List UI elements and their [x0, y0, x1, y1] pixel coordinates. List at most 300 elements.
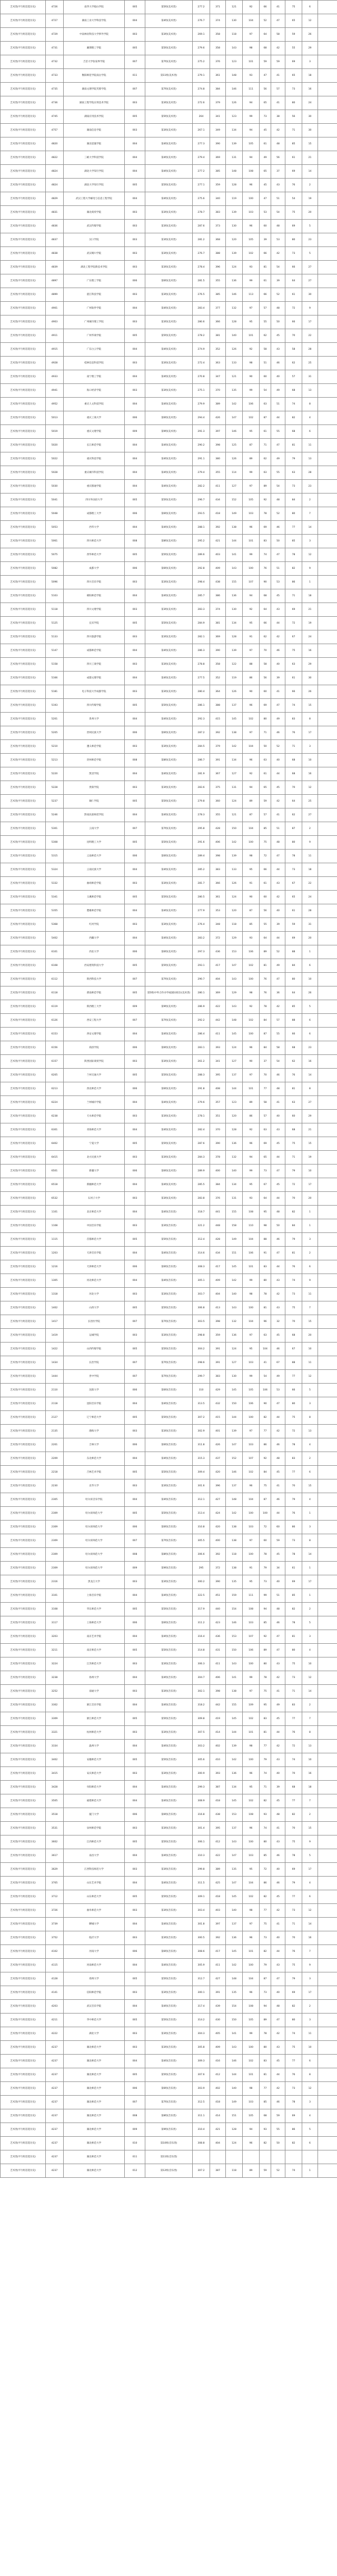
cell-foreign[interactable]: 64 [260, 932, 271, 945]
cell-min-score[interactable]: 283.3 [193, 603, 210, 617]
cell-foreign[interactable]: 89 [260, 945, 271, 959]
cell-blank[interactable] [318, 836, 337, 850]
cell-elective2[interactable]: 63 [285, 466, 302, 480]
cell-foreign[interactable]: 69 [260, 521, 271, 535]
cell-school-code[interactable]: 1434 [46, 1356, 64, 1370]
cell-chinese[interactable]: 152 [226, 494, 243, 507]
cell-group-name[interactable]: 第12组(音乐类) [145, 2164, 193, 2178]
cell-min-score[interactable]: 279.4 [193, 466, 210, 480]
cell-total[interactable]: 378 [210, 1151, 226, 1164]
cell-math[interactable]: 101 [243, 1945, 260, 1959]
cell-foreign[interactable]: 85 [260, 822, 271, 836]
cell-math[interactable]: 99 [243, 548, 260, 562]
cell-rank[interactable]: 3 [302, 55, 318, 69]
cell-rank[interactable]: 6 [302, 2055, 318, 2068]
cell-math[interactable]: 107 [243, 1452, 260, 1466]
cell-category[interactable]: 艺术类(平行组首选历史) [1, 1534, 46, 1548]
cell-elective1[interactable]: 48 [271, 2000, 285, 2014]
cell-elective2[interactable]: 82 [285, 2000, 302, 2014]
cell-elective1[interactable]: 45 [271, 1548, 285, 1562]
cell-group-name[interactable]: 第6组(音乐类) [145, 1521, 193, 1534]
cell-category[interactable]: 艺术类(平行组首选历史) [1, 1753, 46, 1767]
table-row[interactable] [1, 1164, 337, 1178]
cell-chinese[interactable]: 138 [226, 726, 243, 740]
cell-min-score[interactable]: 284.5 [193, 740, 210, 754]
cell-elective1[interactable]: 48 [271, 1206, 285, 1219]
cell-foreign[interactable]: 64 [260, 28, 271, 42]
cell-elective1[interactable]: 46 [271, 1849, 285, 1863]
cell-math[interactable]: 108 [243, 1603, 260, 1616]
cell-elective1[interactable]: 51 [271, 1589, 285, 1603]
cell-blank[interactable] [318, 2068, 337, 2082]
cell-category[interactable]: 艺术类(平行组首选历史) [1, 1507, 46, 1521]
cell-group-name[interactable]: 第3组(音乐类) [145, 2041, 193, 2055]
cell-total[interactable]: 385 [210, 288, 226, 302]
cell-school-name[interactable]: 云南大学 [64, 822, 125, 836]
table-row[interactable] [1, 1041, 337, 1055]
cell-group-code[interactable]: 004 [125, 904, 145, 918]
cell-rank[interactable]: 1 [302, 1562, 318, 1575]
cell-foreign[interactable]: 78 [260, 507, 271, 521]
cell-total[interactable]: 403 [210, 1904, 226, 1918]
cell-group-name[interactable]: 第3组(美术类) [145, 315, 193, 329]
cell-total[interactable]: 361 [210, 69, 226, 83]
cell-foreign[interactable]: 93 [260, 2123, 271, 2137]
cell-math[interactable]: 103 [243, 1616, 260, 1630]
cell-chinese[interactable]: 118 [226, 2164, 243, 2178]
cell-math[interactable]: 108 [243, 1206, 260, 1219]
cell-category[interactable]: 艺术类(平行组首选历史) [1, 685, 46, 699]
cell-elective2[interactable]: 69 [285, 1863, 302, 1877]
cell-school-name[interactable]: 山东艺术学院 [64, 1877, 125, 1890]
cell-min-score[interactable]: 292.2 [193, 1014, 210, 1028]
cell-school-name[interactable]: 厦门大学 [64, 1808, 125, 1822]
cell-group-code[interactable]: 005 [125, 836, 145, 850]
cell-school-name[interactable]: 西藏大学 [64, 932, 125, 945]
table-row[interactable] [1, 535, 337, 548]
cell-category[interactable]: 艺术类(平行组首选历史) [1, 973, 46, 986]
cell-min-score[interactable]: 298.8 [193, 1329, 210, 1343]
cell-elective1[interactable]: 48 [271, 1603, 285, 1616]
cell-foreign[interactable]: 61 [260, 425, 271, 439]
cell-rank[interactable]: 12 [302, 1904, 318, 1918]
cell-group-name[interactable]: 第5组(音乐类) [145, 1890, 193, 1904]
cell-group-code[interactable]: 003 [125, 220, 145, 233]
cell-elective2[interactable]: 85 [285, 137, 302, 151]
cell-math[interactable]: 106 [243, 398, 260, 411]
cell-group-name[interactable]: 第5组(美术类) [145, 959, 193, 973]
cell-total[interactable]: 436 [210, 945, 226, 959]
cell-total[interactable]: 409 [210, 1274, 226, 1288]
cell-group-code[interactable]: 004 [125, 1849, 145, 1863]
cell-elective1[interactable]: 43 [271, 1123, 285, 1137]
cell-foreign[interactable]: 85 [260, 1616, 271, 1630]
cell-elective1[interactable]: 45 [271, 1466, 285, 1479]
cell-rank[interactable]: 15 [302, 137, 318, 151]
cell-group-name[interactable]: 第5组(美术类) [145, 617, 193, 630]
cell-school-code[interactable]: 3726 [46, 1904, 64, 1918]
cell-school-code[interactable]: 3402 [46, 1753, 64, 1767]
cell-elective1[interactable]: 45 [271, 1137, 285, 1151]
cell-group-name[interactable]: 第3组(音乐类) [145, 2027, 193, 2041]
cell-elective1[interactable]: 41 [271, 808, 285, 822]
table-row[interactable] [1, 1849, 337, 1863]
cell-school-code[interactable]: 5013 [46, 411, 64, 425]
table-row[interactable] [1, 69, 337, 83]
cell-school-code[interactable]: 6415 [46, 1151, 64, 1164]
cell-elective2[interactable]: 78 [285, 548, 302, 562]
cell-school-name[interactable]: 四川师范大学 [64, 535, 125, 548]
cell-min-score[interactable]: 306.6 [193, 1548, 210, 1562]
cell-rank[interactable]: 1 [302, 1219, 318, 1233]
cell-group-name[interactable]: 第7组(美术类) [145, 973, 193, 986]
cell-min-score[interactable]: 279.8 [193, 795, 210, 808]
cell-elective1[interactable]: 42 [271, 1425, 285, 1438]
cell-elective1[interactable]: 45 [271, 329, 285, 343]
cell-rank[interactable]: 14 [302, 1548, 318, 1562]
cell-math[interactable]: 101 [243, 535, 260, 548]
cell-total[interactable]: 348 [210, 918, 226, 932]
cell-category[interactable]: 艺术类(平行组首选历史) [1, 1260, 46, 1274]
cell-school-code[interactable]: 2309 [46, 1562, 64, 1575]
table-row[interactable] [1, 973, 337, 986]
cell-school-name[interactable]: 西北师范大学 [64, 1082, 125, 1096]
cell-total[interactable] [210, 2150, 226, 2164]
cell-total[interactable]: 413 [210, 1301, 226, 1315]
cell-min-score[interactable]: 290.7 [193, 973, 210, 986]
cell-min-score[interactable]: 294.4 [193, 411, 210, 425]
cell-elective1[interactable]: 42 [271, 1671, 285, 1685]
cell-total[interactable]: 400 [210, 1534, 226, 1548]
cell-category[interactable]: 艺术类(平行组首选历史) [1, 1206, 46, 1219]
cell-school-code[interactable]: 6101 [46, 945, 64, 959]
cell-group-code[interactable]: 003 [125, 96, 145, 110]
cell-school-code[interactable]: 4222 [46, 2027, 64, 2041]
cell-min-score[interactable]: 283.8 [193, 1192, 210, 1206]
cell-elective2[interactable]: 70 [285, 1767, 302, 1781]
cell-foreign[interactable]: 58 [260, 658, 271, 672]
cell-category[interactable]: 艺术类(平行组首选历史) [1, 329, 46, 343]
cell-elective2[interactable]: 76 [285, 179, 302, 192]
cell-math[interactable]: 101 [243, 1260, 260, 1274]
cell-group-code[interactable]: 003 [125, 233, 145, 247]
cell-rank[interactable]: 6 [302, 425, 318, 439]
cell-foreign[interactable]: 79 [260, 1753, 271, 1767]
cell-school-code[interactable]: 5210 [46, 740, 64, 754]
cell-blank[interactable] [318, 535, 337, 548]
cell-chinese[interactable]: 142 [226, 1274, 243, 1288]
cell-chinese[interactable]: 143 [226, 1835, 243, 1849]
cell-elective1[interactable]: 42 [271, 42, 285, 55]
cell-total[interactable]: 387 [210, 1781, 226, 1794]
cell-min-score[interactable]: 283.1 [193, 1041, 210, 1055]
cell-group-name[interactable]: 第5组(美术类) [145, 1069, 193, 1082]
cell-group-code[interactable]: 003 [125, 658, 145, 672]
cell-elective2[interactable]: 79 [285, 452, 302, 466]
cell-category[interactable]: 艺术类(平行组首选历史) [1, 1808, 46, 1822]
cell-blank[interactable] [318, 357, 337, 370]
cell-group-code[interactable]: 004 [125, 439, 145, 452]
cell-math[interactable]: 100 [243, 973, 260, 986]
cell-rank[interactable]: 2 [302, 494, 318, 507]
cell-school-name[interactable]: 贵阳学院 [64, 781, 125, 795]
cell-elective2[interactable]: 68 [285, 384, 302, 398]
cell-category[interactable]: 艺术类(平行组首选历史) [1, 14, 46, 28]
cell-category[interactable]: 艺术类(平行组首选历史) [1, 1247, 46, 1260]
cell-group-code[interactable]: 003 [125, 247, 145, 261]
cell-foreign[interactable]: 56 [260, 904, 271, 918]
cell-math[interactable]: 111 [243, 1589, 260, 1603]
cell-school-name[interactable]: 海口经济学院 [64, 384, 125, 398]
cell-foreign[interactable]: 65 [260, 165, 271, 179]
cell-foreign[interactable]: 80 [260, 2041, 271, 2055]
cell-school-name[interactable]: 广州城市理工学院 [64, 315, 125, 329]
cell-category[interactable]: 艺术类(平行组首选历史) [1, 2109, 46, 2123]
cell-group-code[interactable]: 007 [125, 1534, 145, 1548]
cell-min-score[interactable]: 283.6 [193, 781, 210, 795]
table-row[interactable] [1, 740, 337, 754]
cell-group-name[interactable]: 第3组(美术类) [145, 288, 193, 302]
cell-elective1[interactable]: 46 [271, 1877, 285, 1890]
cell-total[interactable]: 349 [210, 124, 226, 137]
cell-category[interactable]: 艺术类(平行组首选历史) [1, 1712, 46, 1726]
cell-math[interactable]: 103 [243, 1849, 260, 1863]
cell-chinese[interactable]: 137 [226, 1918, 243, 1931]
cell-school-code[interactable]: 5133 [46, 630, 64, 644]
cell-total[interactable]: 383 [210, 1370, 226, 1384]
cell-group-name[interactable]: 第3组(美术类) [145, 630, 193, 644]
table-row[interactable] [1, 1055, 337, 1069]
cell-min-score[interactable]: 277.9 [193, 904, 210, 918]
cell-school-name[interactable]: 青海师范大学 [64, 1123, 125, 1137]
cell-rank[interactable]: 5 [302, 1384, 318, 1397]
cell-elective2[interactable]: 78 [285, 1548, 302, 1562]
table-row[interactable] [1, 795, 337, 808]
cell-school-code[interactable]: 4237 [46, 2137, 64, 2150]
cell-group-code[interactable]: 003 [125, 918, 145, 932]
cell-elective2[interactable]: 70 [285, 329, 302, 343]
cell-elective1[interactable]: 32 [271, 1315, 285, 1329]
cell-foreign[interactable]: 55 [260, 918, 271, 932]
cell-chinese[interactable]: 147 [226, 1438, 243, 1452]
cell-group-code[interactable]: 005 [125, 891, 145, 904]
cell-total[interactable]: 408 [210, 1082, 226, 1096]
cell-foreign[interactable]: 79 [260, 1959, 271, 1972]
cell-school-code[interactable]: 3101 [46, 1589, 64, 1603]
cell-group-code[interactable]: 004 [125, 1206, 145, 1219]
cell-blank[interactable] [318, 1699, 337, 1712]
cell-category[interactable]: 艺术类(平行组首选历史) [1, 2164, 46, 2178]
cell-school-code[interactable]: 2309 [46, 1548, 64, 1562]
cell-rank[interactable]: 10 [302, 2041, 318, 2055]
cell-category[interactable]: 艺术类(平行组首选历史) [1, 220, 46, 233]
cell-group-name[interactable]: 第4组(美术类) [145, 644, 193, 658]
cell-total[interactable]: 390 [210, 1137, 226, 1151]
cell-total[interactable]: 417 [210, 1260, 226, 1274]
cell-category[interactable]: 艺术类(平行组首选历史) [1, 1164, 46, 1178]
cell-math[interactable]: 100 [243, 836, 260, 850]
cell-group-name[interactable]: 第11组(音乐类) [145, 2150, 193, 2164]
table-row[interactable] [1, 1671, 337, 1685]
cell-foreign[interactable]: 93 [260, 1808, 271, 1822]
cell-school-name[interactable]: 哈尔滨师范大学 [64, 1521, 125, 1534]
cell-total[interactable]: 355 [210, 466, 226, 480]
cell-elective2[interactable]: 73 [285, 83, 302, 96]
cell-total[interactable]: 398 [210, 1315, 226, 1329]
cell-group-name[interactable]: 第6组(音乐类) [145, 1808, 193, 1822]
cell-group-name[interactable]: 第3组(美术类) [145, 603, 193, 617]
cell-school-code[interactable]: 5201 [46, 713, 64, 726]
cell-school-code[interactable]: 4211 [46, 2014, 64, 2027]
cell-min-score[interactable]: 295 [193, 1562, 210, 1575]
cell-total[interactable]: 411 [210, 1657, 226, 1671]
cell-math[interactable]: 103 [243, 507, 260, 521]
cell-group-name[interactable]: 第4组(美术类) [145, 521, 193, 535]
cell-group-name[interactable]: 第4组(音乐类) [145, 1781, 193, 1794]
cell-school-code[interactable]: 4203 [46, 2000, 64, 2014]
cell-chinese[interactable]: 146 [226, 425, 243, 439]
cell-foreign[interactable]: 53 [260, 206, 271, 220]
cell-blank[interactable] [318, 1712, 337, 1726]
cell-elective2[interactable]: 80 [285, 836, 302, 850]
cell-min-score[interactable]: 305.8 [193, 2041, 210, 2055]
cell-school-code[interactable]: 5332 [46, 877, 64, 891]
table-row[interactable] [1, 1288, 337, 1301]
cell-foreign[interactable]: 61 [260, 767, 271, 781]
cell-group-name[interactable]: 第5组(音乐类) [145, 1301, 193, 1315]
cell-rank[interactable]: 16 [302, 1767, 318, 1781]
cell-chinese[interactable]: 120 [226, 1110, 243, 1123]
cell-group-code[interactable]: 004 [125, 1178, 145, 1192]
cell-total[interactable]: 426 [210, 411, 226, 425]
cell-school-code[interactable]: 4732 [46, 55, 64, 69]
cell-total[interactable]: 351 [210, 1110, 226, 1123]
cell-blank[interactable] [318, 945, 337, 959]
cell-blank[interactable] [318, 1123, 337, 1137]
cell-blank[interactable] [318, 1794, 337, 1808]
cell-category[interactable]: 艺术类(平行组首选历史) [1, 2014, 46, 2027]
table-row[interactable] [1, 1972, 337, 1986]
cell-chinese[interactable]: 133 [226, 357, 243, 370]
cell-group-code[interactable]: 007 [125, 83, 145, 96]
cell-math[interactable]: 89 [243, 795, 260, 808]
cell-foreign[interactable]: 70 [260, 1069, 271, 1082]
cell-rank[interactable]: 7 [302, 507, 318, 521]
cell-category[interactable]: 艺术类(平行组首选历史) [1, 1096, 46, 1110]
cell-elective1[interactable]: 46 [271, 1343, 285, 1356]
cell-elective2[interactable]: 64 [285, 986, 302, 1000]
cell-min-score[interactable]: 316.4 [193, 1630, 210, 1644]
cell-elective2[interactable]: 73 [285, 1534, 302, 1548]
cell-foreign[interactable]: 60 [260, 1534, 271, 1548]
cell-elective1[interactable]: 56 [271, 151, 285, 165]
cell-school-name[interactable]: 哈尔滨音乐学院 [64, 1493, 125, 1507]
cell-group-name[interactable]: 第4组(美术类) [145, 1096, 193, 1110]
table-row[interactable] [1, 179, 337, 192]
cell-school-code[interactable]: 4831 [46, 206, 64, 220]
cell-blank[interactable] [318, 1110, 337, 1123]
cell-category[interactable]: 艺术类(平行组首选历史) [1, 96, 46, 110]
cell-school-name[interactable]: 湖北师范大学 [64, 2109, 125, 2123]
cell-school-code[interactable]: 3309 [46, 1712, 64, 1726]
cell-elective2[interactable]: 70 [285, 1931, 302, 1945]
cell-math[interactable]: 96 [243, 220, 260, 233]
cell-rank[interactable]: 31 [302, 370, 318, 384]
cell-school-name[interactable]: 福建师范大学 [64, 1794, 125, 1808]
cell-rank[interactable]: 27 [302, 274, 318, 288]
cell-foreign[interactable]: 78 [260, 1000, 271, 1014]
cell-rank[interactable]: 29 [302, 1110, 318, 1123]
cell-rank[interactable]: 18 [302, 69, 318, 83]
cell-elective1[interactable]: 46 [271, 2096, 285, 2109]
cell-group-code[interactable]: 006 [125, 1521, 145, 1534]
cell-school-name[interactable]: 西华大学 [64, 521, 125, 535]
cell-total[interactable]: 442 [210, 1699, 226, 1712]
cell-group-name[interactable]: 第3组(美术类) [145, 384, 193, 398]
cell-chinese[interactable]: 124 [226, 261, 243, 274]
cell-category[interactable]: 艺术类(平行组首选历史) [1, 1644, 46, 1657]
cell-min-score[interactable] [193, 2150, 210, 2164]
table-row[interactable] [1, 1904, 337, 1918]
cell-school-code[interactable]: 6301 [46, 1123, 64, 1137]
cell-foreign[interactable]: 39 [260, 233, 271, 247]
cell-math[interactable]: 104 [243, 822, 260, 836]
cell-school-name[interactable]: 湖北大学知行学院 [64, 179, 125, 192]
cell-school-code[interactable]: 4237 [46, 2082, 64, 2096]
cell-total[interactable]: 359 [210, 179, 226, 192]
cell-foreign[interactable]: 81 [260, 959, 271, 973]
cell-min-score[interactable]: 276.7 [193, 14, 210, 28]
table-row[interactable] [1, 1589, 337, 1603]
cell-total[interactable]: 397 [210, 425, 226, 439]
cell-chinese[interactable]: 134 [226, 617, 243, 630]
cell-group-code[interactable]: 004 [125, 808, 145, 822]
cell-elective2[interactable]: 77 [285, 1794, 302, 1808]
cell-group-code[interactable]: 004 [125, 672, 145, 685]
cell-elective1[interactable]: 47 [271, 2014, 285, 2027]
cell-min-score[interactable]: 278.1 [193, 1110, 210, 1123]
cell-math[interactable]: 96 [243, 1137, 260, 1151]
cell-foreign[interactable]: 68 [260, 2109, 271, 2123]
cell-math[interactable]: 96 [243, 1479, 260, 1493]
cell-group-name[interactable]: 第4组(音乐类) [145, 1918, 193, 1931]
cell-elective1[interactable]: 48 [271, 494, 285, 507]
cell-school-name[interactable]: 北京师范大学 [64, 1206, 125, 1219]
cell-group-code[interactable]: 007 [125, 1356, 145, 1370]
table-row[interactable] [1, 1, 337, 14]
cell-total[interactable]: 412 [210, 2068, 226, 2082]
cell-school-name[interactable]: 湖南文理学院芙蓉学院 [64, 83, 125, 96]
cell-total[interactable]: 359 [210, 1329, 226, 1343]
cell-math[interactable]: 102 [243, 1466, 260, 1479]
cell-foreign[interactable]: 70 [260, 644, 271, 658]
cell-category[interactable]: 艺术类(平行组首选历史) [1, 1603, 46, 1616]
cell-math[interactable]: 90 [243, 891, 260, 904]
cell-school-name[interactable]: 河北师范大学 [64, 1274, 125, 1288]
cell-blank[interactable] [318, 1657, 337, 1671]
cell-elective2[interactable]: 74 [285, 2027, 302, 2041]
cell-blank[interactable] [318, 247, 337, 261]
cell-blank[interactable] [318, 973, 337, 986]
cell-foreign[interactable]: 51 [260, 357, 271, 370]
cell-group-code[interactable]: 010 [125, 2137, 145, 2150]
cell-total[interactable]: 341 [210, 110, 226, 124]
table-row[interactable] [1, 1740, 337, 1753]
cell-rank[interactable]: 16 [302, 644, 318, 658]
cell-school-name[interactable]: 湖南信息学院 [64, 124, 125, 137]
cell-elective1[interactable]: 43 [271, 1657, 285, 1671]
cell-math[interactable]: 98 [243, 850, 260, 863]
